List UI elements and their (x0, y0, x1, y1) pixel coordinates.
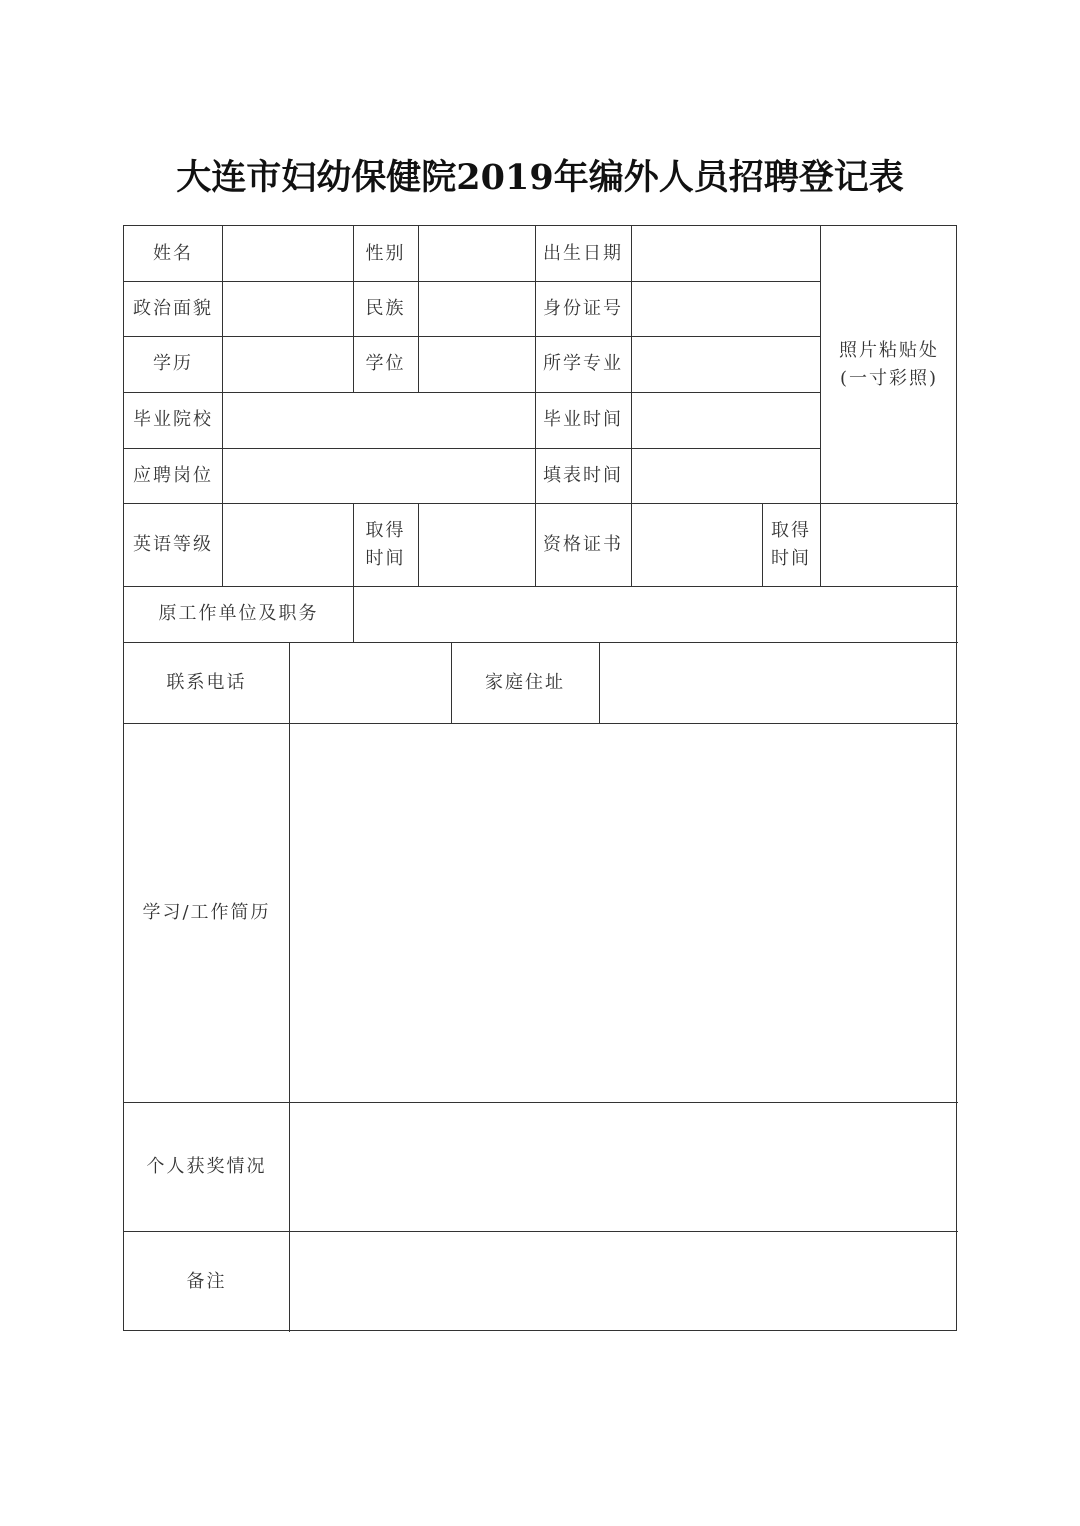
label-english-obtain-time (353, 503, 418, 586)
label-obtain-line1: 取得 (365, 519, 406, 541)
label-awards: 个人获奖情况 (146, 1155, 267, 1177)
label-major: 所学专业 (543, 353, 623, 374)
page-title: 大连市妇幼保健院2019年编外人员招聘登记表 (176, 157, 904, 198)
label-ethnicity: 民族 (365, 297, 406, 319)
label-degree: 学位 (365, 353, 406, 374)
field-home-address[interactable] (599, 642, 958, 723)
field-awards[interactable] (289, 1102, 958, 1231)
label-id-number: 身份证号 (543, 297, 623, 319)
field-qualification-cert[interactable] (631, 503, 762, 586)
label-graduation-school: 毕业院校 (133, 409, 213, 430)
field-cert-obtain-time[interactable] (820, 503, 958, 586)
field-former-employer[interactable] (353, 586, 958, 642)
label-obtain-line2: 时间 (771, 547, 811, 569)
registration-form-table (123, 225, 957, 1331)
field-degree[interactable] (418, 336, 535, 392)
field-phone[interactable] (289, 642, 451, 723)
field-graduation-time[interactable] (631, 392, 820, 448)
label-resume: 学习/工作简历 (142, 901, 271, 923)
label-obtain-line2: 时间 (365, 547, 406, 569)
field-birth-date[interactable] (631, 226, 820, 281)
field-position-applied[interactable] (222, 448, 535, 503)
label-former-employer: 原工作单位及职务 (158, 603, 319, 624)
field-english-level[interactable] (222, 503, 353, 586)
label-gender: 性别 (365, 242, 406, 264)
label-name: 姓名 (153, 242, 193, 264)
photo-area[interactable] (820, 226, 958, 503)
field-resume[interactable] (289, 723, 958, 1102)
label-fill-time: 填表时间 (543, 464, 623, 486)
label-graduation-time: 毕业时间 (543, 409, 623, 430)
field-remarks[interactable] (289, 1231, 958, 1332)
label-obtain-line1: 取得 (771, 519, 811, 541)
field-english-obtain-time[interactable] (418, 503, 535, 586)
label-remarks: 备注 (186, 1270, 227, 1292)
label-position-applied: 应聘岗位 (133, 464, 213, 486)
field-gender[interactable] (418, 226, 535, 281)
field-graduation-school[interactable] (222, 392, 535, 448)
label-home-address: 家庭住址 (485, 671, 565, 693)
label-qualification-cert: 资格证书 (543, 533, 623, 555)
label-english-level: 英语等级 (133, 533, 213, 555)
field-name[interactable] (222, 226, 353, 281)
field-political-status[interactable] (222, 281, 353, 336)
label-phone: 联系电话 (166, 671, 247, 693)
label-cert-obtain-time (762, 503, 820, 586)
field-education[interactable] (222, 336, 353, 392)
field-major[interactable] (631, 336, 820, 392)
label-political-status: 政治面貌 (133, 297, 213, 319)
field-id-number[interactable] (631, 281, 820, 336)
label-birth-date: 出生日期 (543, 242, 623, 264)
photo-label-line2: (一寸彩照) (839, 367, 939, 389)
field-ethnicity[interactable] (418, 281, 535, 336)
photo-label-line1: 照片粘贴处 (839, 339, 939, 361)
field-fill-time[interactable] (631, 448, 820, 503)
label-education: 学历 (153, 353, 193, 374)
